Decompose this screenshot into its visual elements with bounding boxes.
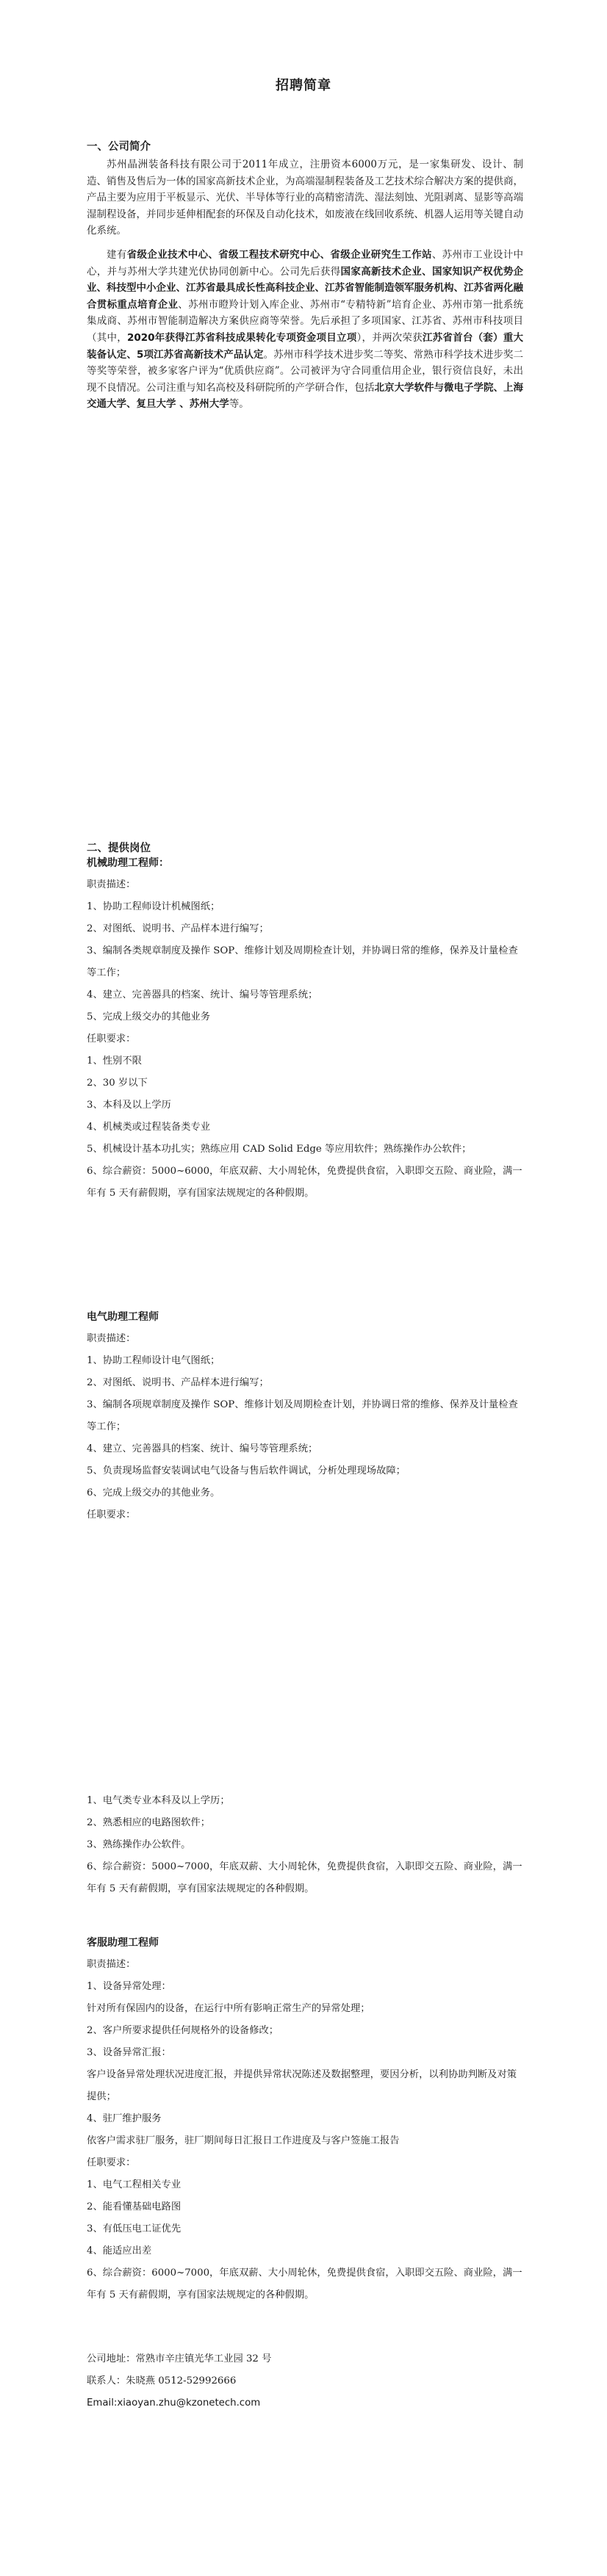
duty-item: 4、驻厂维护服务 xyxy=(87,2113,162,2124)
intro-text: ），并两次荣获 xyxy=(356,331,423,344)
duty-item: 1、协助工程师设计机械图纸； xyxy=(87,901,220,912)
req-item: 6、综合薪资：5000~6000，年底双薪、大小周轮休，免费提供食宿，入职即交五险、商业险，满一年有 5 天有薪假期，享有国家法规规定的各种假期。 xyxy=(87,1166,522,1199)
duty-item: 3、编制各类规章制度及操作 SOP、维修计划及周期检查计划，并协调日常的维修，保养及计量检查等工作； xyxy=(87,945,518,978)
req-item: 1、电气工程相关专业 xyxy=(87,2179,182,2190)
req-item: 6、综合薪资：6000~7000，年底双薪、大小周轮休，免费提供食宿，入职即交五险、商业险，满一年有 5 天有薪假期，享有国家法规规定的各种假期。 xyxy=(87,2267,522,2301)
section-heading-positions: 二、提供岗位 xyxy=(87,843,151,854)
contact-address: 公司地址：常熟市辛庄镇光华工业园 32 号 xyxy=(87,2353,272,2364)
duty-label: 职责描述： xyxy=(87,1959,136,1970)
duty-item: 5、完成上级交办的其他业务 xyxy=(87,1011,211,1022)
duty-item: 针对所有保固内的设备，在运行中所有影响正常生产的异常处理； xyxy=(87,2003,370,2014)
req-item: 3、熟练操作办公软件。 xyxy=(87,1839,191,1850)
duty-item: 4、建立、完善器具的档案、统计、编号等管理系统； xyxy=(87,1443,318,1454)
job-title: 客服助理工程师 xyxy=(87,1937,159,1949)
req-item: 6、综合薪资：5000~7000，年底双薪、大小周轮休，免费提供食宿，入职即交五险、商业险，满一年有 5 天有薪假期，享有国家法规规定的各种假期。 xyxy=(87,1861,522,1894)
req-label: 任职要求： xyxy=(87,1509,136,1520)
intro-bold-text: 江苏省首台（套）重大装备认定、5项江苏省高新技术产品认定 xyxy=(87,331,524,361)
req-item: 3、本科及以上学历 xyxy=(87,1100,171,1111)
req-item: 1、电气类专业本科及以上学历； xyxy=(87,1795,230,1806)
req-item: 3、有低压电工证优先 xyxy=(87,2223,182,2234)
section-heading-company-intro: 一、公司简介 xyxy=(87,141,151,153)
intro-text: 建有 xyxy=(107,249,127,261)
req-item: 2、能看懂基础电路图 xyxy=(87,2201,182,2212)
intro-bold-text: 国家高新技术企业、国家知识产权优势企业、科技型中小企业、江苏省最具成长性高科技企业、江苏省智能制造领军服务机构、江苏省两化融合贯标重点培育企业 xyxy=(87,265,524,311)
job-electrical-requirements xyxy=(87,1790,523,1900)
intro-text: 等。 xyxy=(229,398,249,411)
req-item: 5、机械设计基本功扎实；熟练应用 CAD Solid Edge 等应用软件；熟练操作办公软件； xyxy=(87,1144,472,1155)
intro-text: 、苏州市瞪羚计划入库企业、苏州市“专精特新”培育企业、苏州市第一批系统集成商、苏州市智能制造解决方案供应商等荣誉。先后承担了多项国家、江苏省、苏州市科技项目（其中， xyxy=(87,298,523,344)
duty-item: 1、协助工程师设计电气图纸； xyxy=(87,1355,220,1366)
req-item: 1、性别不限 xyxy=(87,1056,142,1067)
job-electrical xyxy=(87,1306,523,1526)
contact-person: 联系人：朱晓燕 0512-52992666 xyxy=(87,2375,237,2386)
req-item: 4、机械类或过程装备类专业 xyxy=(87,1122,211,1133)
job-title: 机械助理工程师： xyxy=(87,857,169,869)
duty-item: 3、设备异常汇报： xyxy=(87,2047,171,2058)
req-label: 任职要求： xyxy=(87,2157,136,2168)
duty-item: 3、编制各项规章制度及操作 SOP、维修计划及周期检查计划，并协调日常的维修、保养及计量检查等工作； xyxy=(87,1399,518,1432)
job-customer-service xyxy=(87,1932,523,2306)
duty-item: 4、建立、完善器具的档案、统计、编号等管理系统； xyxy=(87,989,318,1000)
duty-item: 5、负责现场监督安装调试电气设备与售后软件调试，分析处理现场故障； xyxy=(87,1465,406,1476)
duty-item: 1、设备异常处理： xyxy=(87,1981,171,1992)
duty-item: 依客户需求驻厂服务，驻厂期间每日汇报日工作进度及与客户签施工报告 xyxy=(87,2135,400,2146)
duty-item: 6、完成上级交办的其他业务。 xyxy=(87,1487,220,1498)
duty-item: 2、客户所要求提供任何规格外的设备修改； xyxy=(87,2025,279,2036)
duty-item: 2、对图纸、说明书、产品样本进行编写； xyxy=(87,1377,269,1388)
duty-item: 2、对图纸、说明书、产品样本进行编写； xyxy=(87,923,269,934)
job-mechanical xyxy=(87,852,523,1205)
contact-email[interactable]: Email:xiaoyan.zhu@kzonetech.com xyxy=(87,2398,261,2409)
intro-text: 、苏州市工业设计中心，并与苏州大学共建光伏协同创新中心。公司先后获得 xyxy=(87,249,524,278)
req-item: 2、30 岁以下 xyxy=(87,1078,148,1089)
req-item: 2、熟悉相应的电路图软件； xyxy=(87,1817,211,1828)
job-title: 电气助理工程师 xyxy=(87,1311,159,1323)
duty-item: 客户设备异常处理状况进度汇报，并提供异常状况陈述及数据整理，要因分析，以利协助判断及对策提供； xyxy=(87,2069,517,2102)
company-intro-paragraph-2 xyxy=(87,247,523,413)
duty-label: 职责描述： xyxy=(87,879,136,890)
page-title: 招聘简章 xyxy=(276,78,331,93)
duty-label: 职责描述： xyxy=(87,1333,136,1344)
intro-bold-text: 省级企业技术中心、省级工程技术研究中心、省级企业研究生工作站 xyxy=(126,249,432,261)
req-item: 4、能适应出差 xyxy=(87,2245,152,2256)
contact-info xyxy=(87,2348,523,2414)
intro-bold-text: 2020年获得江苏省科技成果转化专项资金项目立项 xyxy=(126,331,357,344)
intro-text: 。苏州市科学技术进步奖二等奖、常熟市科学技术进步奖二等奖等荣誉，被多家客户评为“优质供应商”。公司被评为守合同重信用企业，银行资信良好，未出现不良情况。公司注重与知名高校及科研院所的产学研合作，包括 xyxy=(87,348,523,394)
intro-bold-text: 北京大学软件与微电子学院、上海交通大学、复旦大学 、苏州大学 xyxy=(87,381,523,411)
company-intro-paragraph-1: 苏州晶洲装备科技有限公司于2011年成立，注册资本6000万元，是一家集研发、设计、制造、销售及售后为一体的国家高新技术企业，为高端湿制程装备及工艺技术综合解决方案的提供商，产品主要为应用于平板显示、光伏、半导体等行业的高精密清洗、湿法刻蚀、光阻剥离、显影等高端湿制程设备，并同步延伸相配套的环保及自动化技术，如废液在线回收系统、机器人运用等关键自动化系统。 xyxy=(87,159,523,237)
req-label: 任职要求： xyxy=(87,1033,136,1045)
